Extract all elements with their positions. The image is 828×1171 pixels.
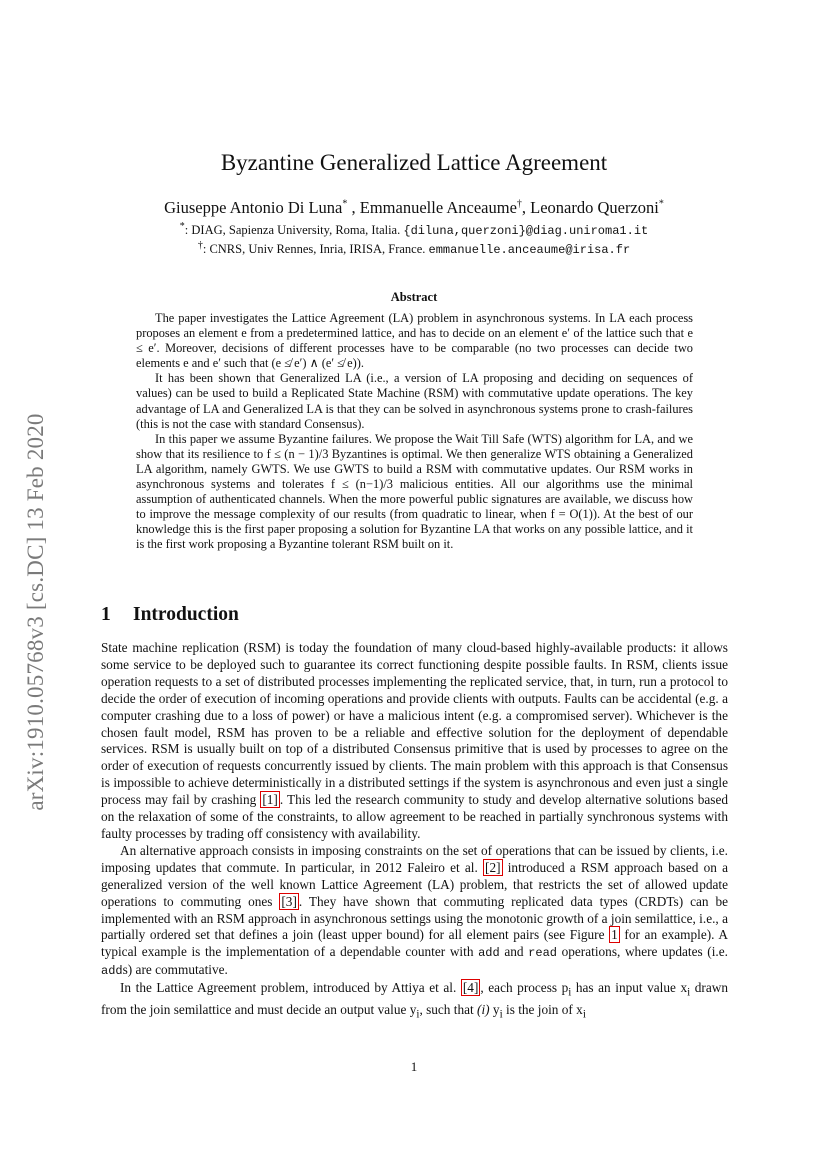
citation-link[interactable]: [3]	[281, 893, 297, 909]
body-paragraph: An alternative approach consists in imposing constraints on the set of operations that can be issued by clients, i.e. imposing updates that commute. In particular, in 2012 Faleiro et al. [2] introduced a RSM approach based on a generalized version of the well known Lattice Agreement (LA) problem, that restricts the set of allowed update operations to commuting ones [3] . They have shown that commuting replicated data types (CRDTs) can be implemented with an RSM approach in asynchronous settings using the monotonic growth of a join semilattice, i.e., a partially ordered set that defines a join (least upper bound) for all element pairs (see Figure 1 for an example). A typical example is the implementation of a dependable counter with add and read operations, where updates (i.e. adds) are commutative.	[101, 842, 728, 979]
citation-link[interactable]: [2]	[485, 859, 501, 875]
affiliation-2: †: CNRS, Univ Rennes, Inria, IRISA, France. emmanuelle.anceaume@irisa.fr	[197, 240, 631, 258]
abstract-paragraph: The paper investigates the Lattice Agreement (LA) problem in asynchronous systems. In LA each process proposes an element e from a predetermined lattice, and has to decide on an element e′ of the lattice such that e ≤ e′. Moreover, decisions of different processes have to be comparable (no two processes can decide two elements e and e′ such that (e ≰ e′) ∧ (e′ ≰ e)).	[136, 311, 693, 371]
arxiv-identifier: arXiv:1910.05768v3 [cs.DC] 13 Feb 2020	[23, 413, 48, 811]
abstract-heading: Abstract	[390, 290, 438, 304]
abstract	[136, 311, 693, 553]
citation-link[interactable]: [4]	[462, 980, 479, 996]
section-heading: 1 Introduction	[101, 604, 239, 625]
citation-link[interactable]: [1]	[262, 792, 278, 808]
body-paragraph: In the Lattice Agreement problem, introduced by Attiya et al. [4] , each process $p_i$ has an input value $x_i$ drawn from the join semilattice and must decide an output value $y_i$, such that (i) $y_i$ is the join of $x_i$	[101, 980, 728, 1021]
author-list: Giuseppe Antonio Di Luna* , Emmanuelle Anceaume†, Leonardo Querzoni*	[164, 198, 664, 217]
paper-title: Byzantine Generalized Lattice Agreement	[220, 150, 608, 175]
page-number: 1	[410, 1059, 418, 1074]
abstract-paragraph: It has been shown that Generalized LA (i.e., a version of LA proposing and deciding on sequences of values) can be used to build a Replicated State Machine (RSM) with commutative update operations. The key advantage of LA and Generalized LA is that they can be solved in asynchronous systems prone to crash-failures (this is not the case with standard Consensus).	[136, 371, 693, 431]
body-text	[101, 640, 728, 1023]
affiliation-email[interactable]: {diluna,querzoni}@diag.uniroma1.it	[403, 224, 649, 239]
body-paragraph: State machine replication (RSM) is today the foundation of many cloud-based highly-available products: it allows some service to be deployed such to guarantee its correct functioning despite possible faults. In RSM, clients issue operation requests to a set of distributed processes implementing the replicated service, that, in turn, run a protocol to decide the order of execution of incoming operations and provide clients with outputs. Faults can be accidental (e.g. a computer crashing due to a loss of power) or have a malicious intent (e.g. a compromised server). Whichever is the chosen fault model, RSM has proven to be a reliable and effective solution for the deployment of dependable services. RSM is usually built on top of a distributed Consensus primitive that is used by processes to agree on the order of execution of requests concurrently issued by clients. The main problem with this approach is that Consensus is impossible to achieve deterministically in a distributed settings if the system is asynchronous and even just a single process may fail by crashing [1] . This led the research community to study and develop alternative solutions based on the relaxation of some of the constraints, to allow agreement to be reached in partially synchronous systems with faulty processes by trading off consistency with availability.	[101, 640, 728, 841]
affiliation-email[interactable]: emmanuelle.anceaume@irisa.fr	[428, 243, 631, 258]
affiliation-1: *: DIAG, Sapienza University, Roma, Italia. {diluna,querzoni}@diag.uniroma1.it	[179, 221, 649, 239]
figure-link[interactable]: 1	[611, 927, 618, 943]
abstract-paragraph: In this paper we assume Byzantine failures. We propose the Wait Till Safe (WTS) algorithm for LA, and we show that its resilience to f ≤ (n − 1)/3 Byzantines is optimal. We then generalize WTS obtaining a Generalized LA algorithm, namely GWTS. We use GWTS to build a RSM with commutative updates. Our RSM works in asynchronous systems and tolerates f ≤ (n−1)/3 malicious entities. All our algorithms use the minimal assumption of authenticated channels. When the more powerful public signatures are available, we discuss how to improve the message complexity of our results (from quadratic to linear, when f = O(1)). At the best of our knowledge this is the first paper proposing a solution for Byzantine LA that works on any possible lattice, and it is the first work proposing a Byzantine tolerant RSM built on it.	[136, 431, 693, 552]
